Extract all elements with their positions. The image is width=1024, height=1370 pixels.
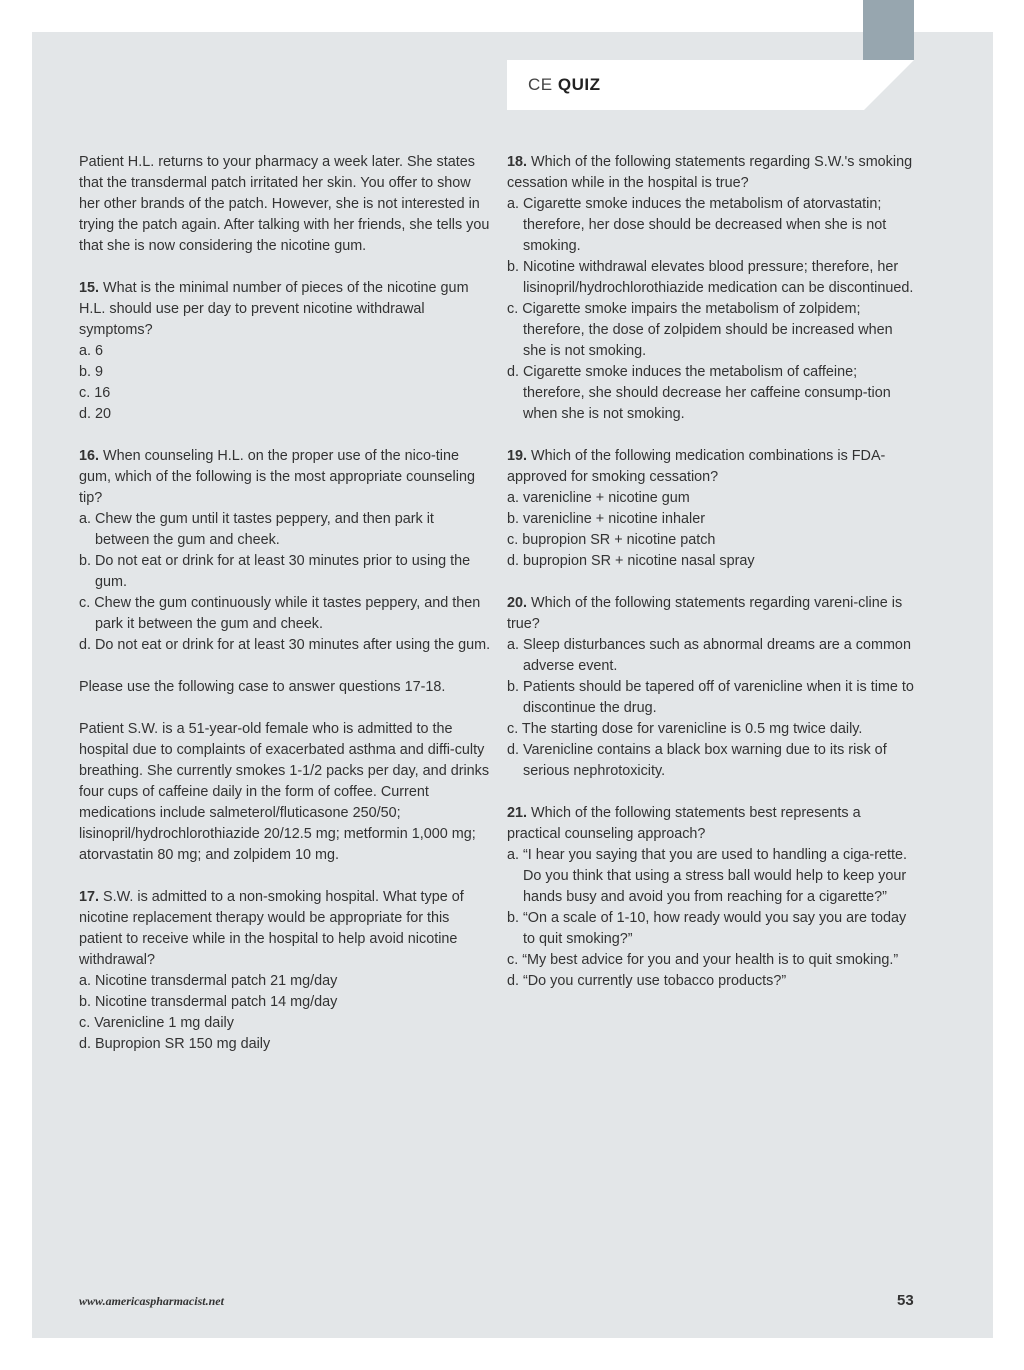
answer-option: a. “I hear you saying that you are used to handling a ciga-rette. Do you think that using a stress ball would help to keep your hands busy and avoid you from reaching for a cigarette?” [507, 847, 907, 905]
section-header [507, 60, 914, 110]
case-paragraph: Patient S.W. is a 51-year-old female who is admitted to the hospital due to complaints of exacerbated asthma and diffi-culty breathing. She currently smokes 1-1/2 packs per day, and drinks four cups of caffeine daily in the form of coffee. Current medications include salmeterol/fluticasone 250/50; lisinopril/hydrochlorothiazide 20/12.5 mg; metformin 1,000 mg; atorvastatin 80 mg; and zolpidem 10 mg. [79, 721, 490, 863]
question-number: 18. [507, 154, 528, 170]
answer-option: c. Cigarette smoke impairs the metabolism of zolpidem; therefore, the dose of zolpidem should be increased when she is not smoking. [507, 301, 893, 359]
question-18 [507, 152, 917, 425]
question-19 [507, 446, 917, 572]
answer-option: d. Bupropion SR 150 mg daily [79, 1036, 271, 1052]
question-text: What is the minimal number of pieces of the nicotine gum H.L. should use per day to prevent nicotine withdrawal symptoms? [79, 280, 469, 338]
question-number: 19. [507, 448, 528, 464]
header-title [528, 75, 600, 95]
section-tab [863, 0, 914, 60]
question-number: 15. [79, 280, 100, 296]
answer-option: a. Cigarette smoke induces the metabolism of atorvastatin; therefore, her dose should be decreased when she is not smoking. [507, 196, 887, 254]
question-number: 21. [507, 805, 528, 821]
answer-option: b. Do not eat or drink for at least 30 minutes prior to using the gum. [79, 553, 471, 590]
answer-option: a. Nicotine transdermal patch 21 mg/day [79, 973, 338, 989]
question-17 [79, 887, 491, 1055]
question-stem [79, 446, 491, 509]
question-16 [79, 446, 491, 656]
question-stem [507, 446, 917, 488]
question-stem [79, 278, 491, 341]
question-number: 20. [507, 595, 528, 611]
question-stem [507, 152, 917, 194]
answer-option: c. Varenicline 1 mg daily [79, 1015, 234, 1031]
question-15 [79, 278, 491, 425]
left-column [79, 152, 491, 1076]
question-number: 16. [79, 448, 100, 464]
answer-option: d. bupropion SR + nicotine nasal spray [507, 553, 755, 569]
answer-option: b. 9 [79, 364, 104, 380]
answer-option: b. Nicotine transdermal patch 14 mg/day [79, 994, 338, 1010]
right-column [507, 152, 917, 1013]
answer-option: c. bupropion SR + nicotine patch [507, 532, 716, 548]
intro-paragraph: Patient H.L. returns to your pharmacy a week later. She states that the transdermal patch irritated her skin. You offer to show her other brands of the patch. However, she is not interested in trying the patch again. After talking with her friends, she tells you that she is now considering the nicotine gum. [79, 154, 490, 254]
case-instruction: Please use the following case to answer questions 17-18. [79, 679, 446, 695]
footer-url: www.americaspharmacist.net [79, 1294, 224, 1308]
question-21 [507, 803, 917, 992]
answer-option: a. 6 [79, 343, 104, 359]
answer-option: b. Patients should be tapered off of varenicline when it is time to discontinue the drug. [507, 679, 914, 716]
answer-option: c. “My best advice for you and your health is to quit smoking.” [507, 952, 899, 968]
page-number: 53 [897, 1292, 914, 1309]
answer-option: b. Nicotine withdrawal elevates blood pressure; therefore, her lisinopril/hydrochlorothiazide medication can be discontinued. [507, 259, 914, 296]
answer-option: d. Cigarette smoke induces the metabolism of caffeine; therefore, she should decrease her caffeine consump-tion when she is not smoking. [507, 364, 891, 422]
answer-option: a. Chew the gum until it tastes peppery, and then park it between the gum and cheek. [79, 511, 434, 548]
question-20 [507, 593, 917, 782]
header-quiz: QUIZ [557, 75, 601, 94]
question-stem [79, 887, 491, 971]
answer-option: b. “On a scale of 1-10, how ready would you say you are today to quit smoking?” [507, 910, 907, 947]
question-stem [507, 803, 917, 845]
answer-option: d. Do not eat or drink for at least 30 minutes after using the gum. [79, 637, 491, 653]
answer-option: d. “Do you currently use tobacco products?” [507, 973, 787, 989]
answer-option: c. The starting dose for varenicline is 0.5 mg twice daily. [507, 721, 863, 737]
question-text: Which of the following medication combinations is FDA-approved for smoking cessation? [507, 448, 886, 485]
question-text: Which of the following statements best represents a practical counseling approach? [507, 805, 861, 842]
question-stem [507, 593, 917, 635]
answer-option: b. varenicline + nicotine inhaler [507, 511, 705, 527]
question-text: When counseling H.L. on the proper use of the nico-tine gum, which of the following is the most appropriate counseling tip? [79, 448, 475, 506]
question-text: S.W. is admitted to a non-smoking hospital. What type of nicotine replacement therapy would be appropriate for this patient to receive while in the hospital to help avoid nicotine withdrawal? [79, 889, 464, 968]
answer-option: d. 20 [79, 406, 112, 422]
answer-option: d. Varenicline contains a black box warning due to its risk of serious nephrotoxicity. [507, 742, 887, 779]
header-prefix: CE [528, 75, 553, 94]
answer-option: a. Sleep disturbances such as abnormal dreams are a common adverse event. [507, 637, 911, 674]
question-number: 17. [79, 889, 100, 905]
answer-option: a. varenicline + nicotine gum [507, 490, 690, 506]
answer-option: c. Chew the gum continuously while it tastes peppery, and then park it between the gum and cheek. [79, 595, 481, 632]
answer-option: c. 16 [79, 385, 111, 401]
question-text: Which of the following statements regarding vareni-cline is true? [507, 595, 903, 632]
question-text: Which of the following statements regarding S.W.'s smoking cessation while in the hospital is true? [507, 154, 913, 191]
